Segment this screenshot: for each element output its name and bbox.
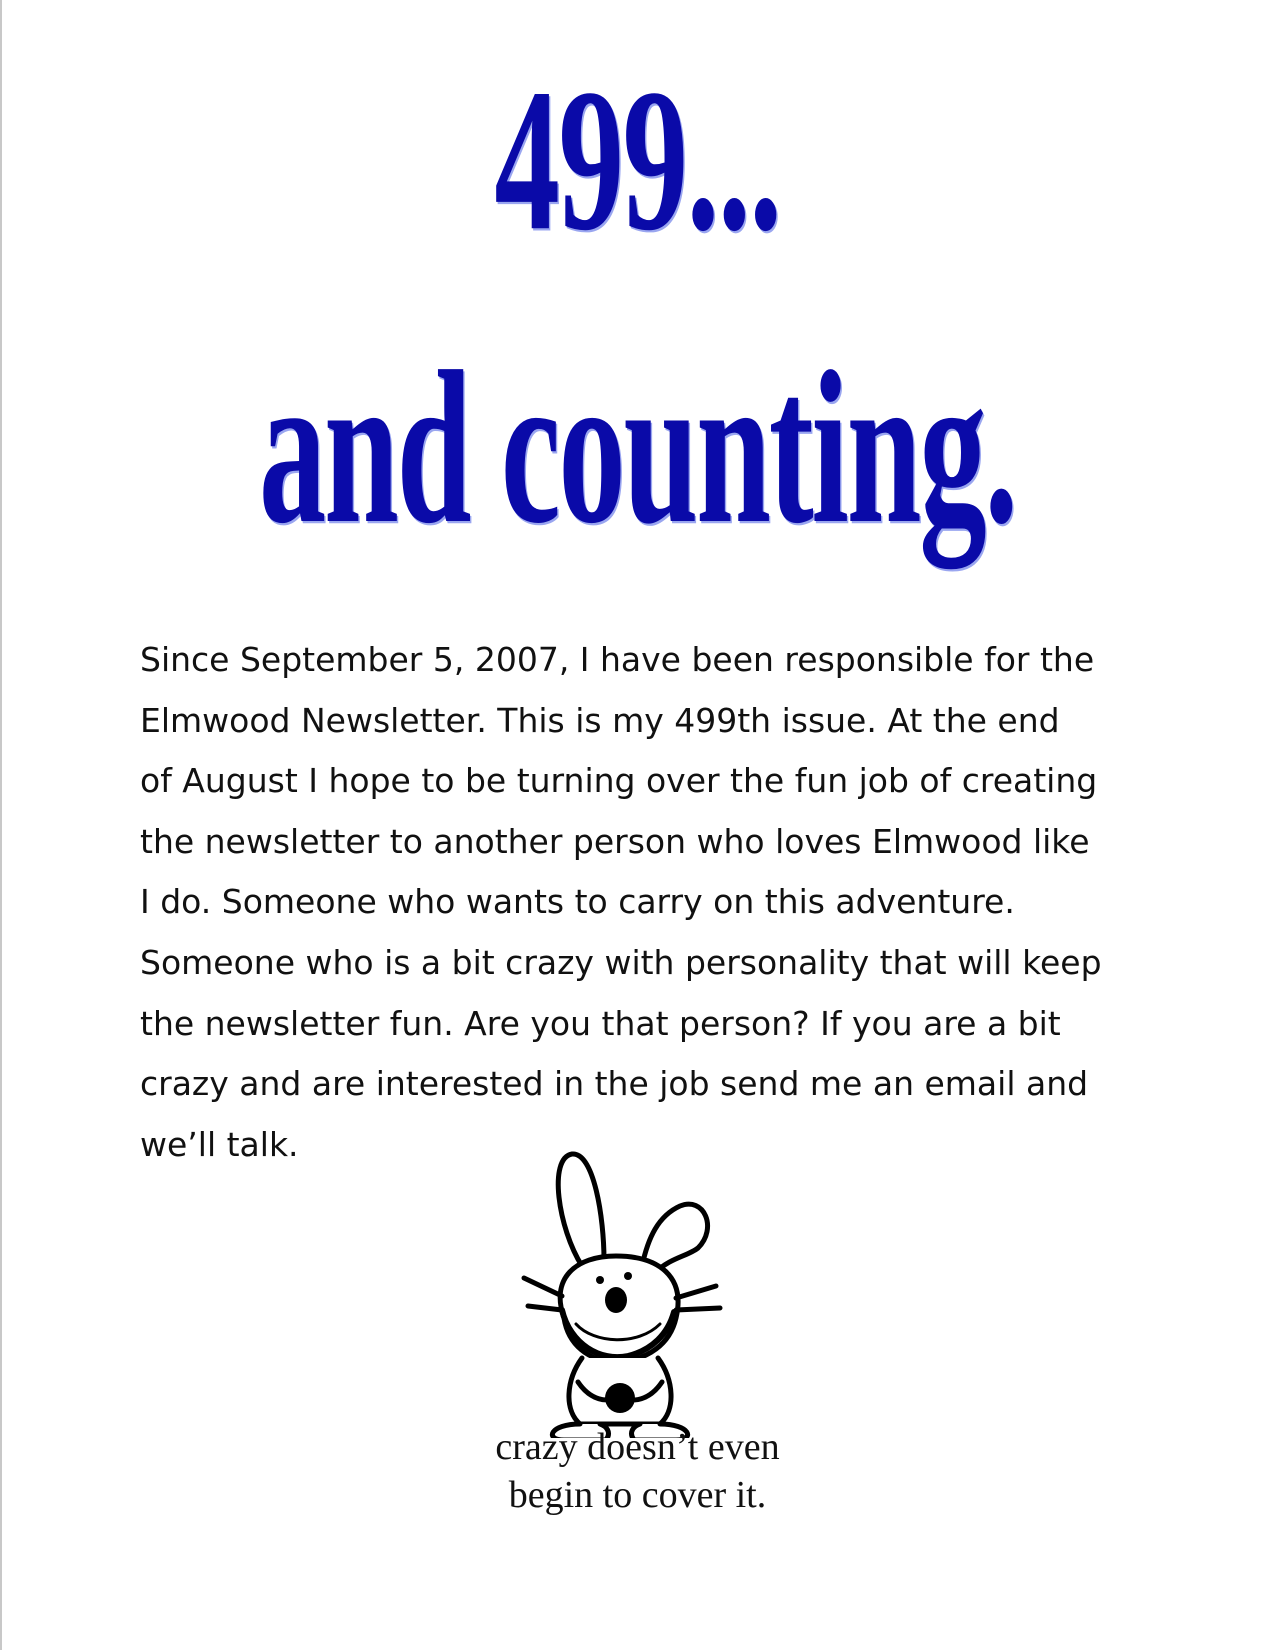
headline-tagline: and counting. — [259, 326, 1016, 569]
body-line: Elmwood Newsletter. This is my 499th issue. At the end — [140, 700, 1060, 740]
body-line: the newsletter fun. Are you that person? If you are a bit — [140, 1003, 1061, 1043]
body-line: the newsletter to another person who loves Elmwood like — [140, 821, 1090, 861]
body-line: I do. Someone who wants to carry on this adventure. — [140, 882, 1015, 922]
body-paragraph — [140, 630, 1140, 1175]
body-line: Since September 5, 2007, I have been responsible for the — [140, 640, 1095, 679]
body-line: of August I hope to be turning over the fun job of creating — [140, 761, 1098, 801]
body-line: Someone who is a bit crazy with personality that will keep — [140, 942, 1102, 982]
caption-line-1: crazy doesn’t even — [495, 1426, 780, 1468]
headline-number: 499... — [494, 47, 781, 273]
caption-line-2: begin to cover it. — [508, 1474, 767, 1516]
body-line: we’ll talk. — [140, 1124, 299, 1164]
happy-bunny-icon — [520, 1148, 770, 1438]
body-line: crazy and are interested in the job send me an email and — [140, 1064, 1089, 1104]
page-edge — [0, 0, 2, 1650]
